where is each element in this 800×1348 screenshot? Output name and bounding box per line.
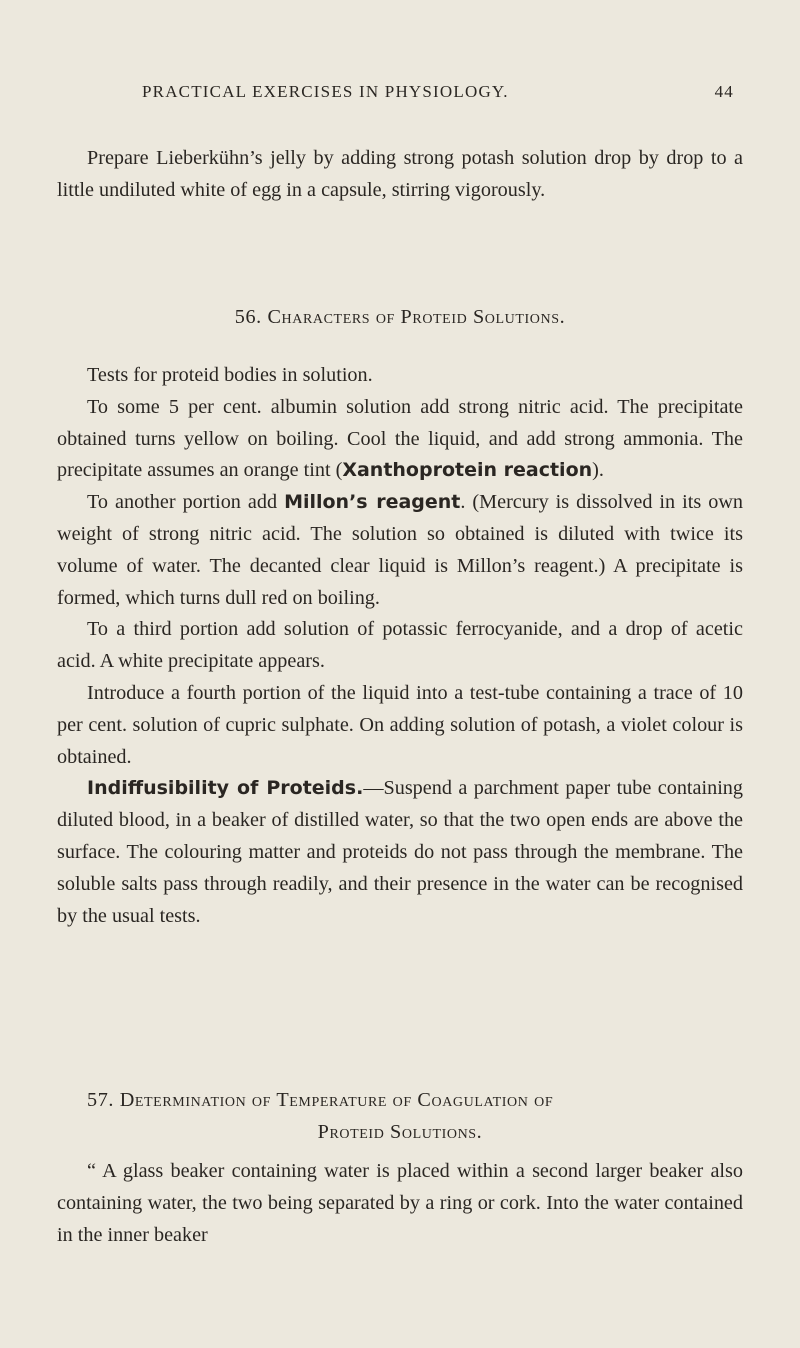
paragraph-text-start: To another portion add — [87, 491, 285, 514]
page-number: 44 — [714, 82, 734, 101]
section-title: Characters of Proteid Solutions. — [267, 306, 566, 328]
paragraph-lieberkuhn-jelly — [57, 143, 743, 207]
term-indiffusibility: Indiffusibility of Proteids. — [87, 777, 364, 800]
paragraph-text-end: ). — [592, 459, 604, 482]
section-title-line2: Proteid Solutions. — [317, 1120, 483, 1143]
section-number: 56. — [234, 306, 262, 328]
paragraph-text: . (Mercury is dissolved in its own weight of strong nitric acid. The solution so obtained is diluted with twice its volume of water. The decanted clear liquid is Millon’s reagent.) A precipitate is formed, which turns dull red on boiling. — [57, 491, 743, 609]
paragraph-millon — [57, 487, 743, 614]
paragraph-cupric-sulphate: Introduce a fourth portion of the liquid into a test-tube containing a trace of 10 per cent. solution of cupric sulphate. On adding solution of potash, a violet colour is obtained. — [57, 681, 743, 768]
paragraph-indiffusibility — [57, 773, 743, 932]
paragraph-text: To some 5 per cent. albumin solution add strong nitric acid. The precipitate obtained turns yellow on boiling. Cool the liquid, and add strong ammonia. The precipitate assumes an orange tint ( — [57, 395, 743, 482]
section-57-heading — [57, 1085, 743, 1149]
paragraph-glass-beaker: “ A glass beaker containing water is placed within a second larger beaker also containing water, the two being separated by a ring or cork. Into the water contained in the inner beaker — [57, 1160, 743, 1246]
paragraph-text: Prepare Lieberkühn’s jelly by adding strong potash solution drop by drop to a little undiluted white of egg in a capsule, stirring vigorously. — [57, 147, 743, 201]
paragraph-text: —Suspend a parchment paper tube containing diluted blood, in a beaker of distilled water, so that the two open ends are above the surface. The colouring matter and proteids do not pass through the membrane. The soluble salts pass through readily, and their presence in the water can be recognised by the usual tests. — [57, 777, 743, 927]
term-xanthoprotein: Xanthoprotein reaction — [342, 459, 593, 482]
paragraph-xanthoprotein — [57, 392, 743, 487]
running-title: PRACTICAL EXERCISES IN PHYSIOLOGY. — [142, 82, 509, 101]
paragraph-ferrocyanide: To a third portion add solution of potassic ferrocyanide, and a drop of acetic acid. A white precipitate appears. — [57, 618, 743, 673]
section-56-heading — [57, 302, 743, 334]
section-number: 57. — [87, 1089, 115, 1111]
term-millons-reagent: Millon’s reagent — [284, 491, 461, 514]
section-57-body — [57, 1156, 743, 1251]
section-title-line1: Determination of Temperature of Coagulation of — [119, 1089, 554, 1111]
paragraph-tests-intro: Tests for proteid bodies in solution. — [87, 364, 373, 386]
running-head — [142, 82, 734, 110]
section-56-body — [57, 360, 743, 932]
